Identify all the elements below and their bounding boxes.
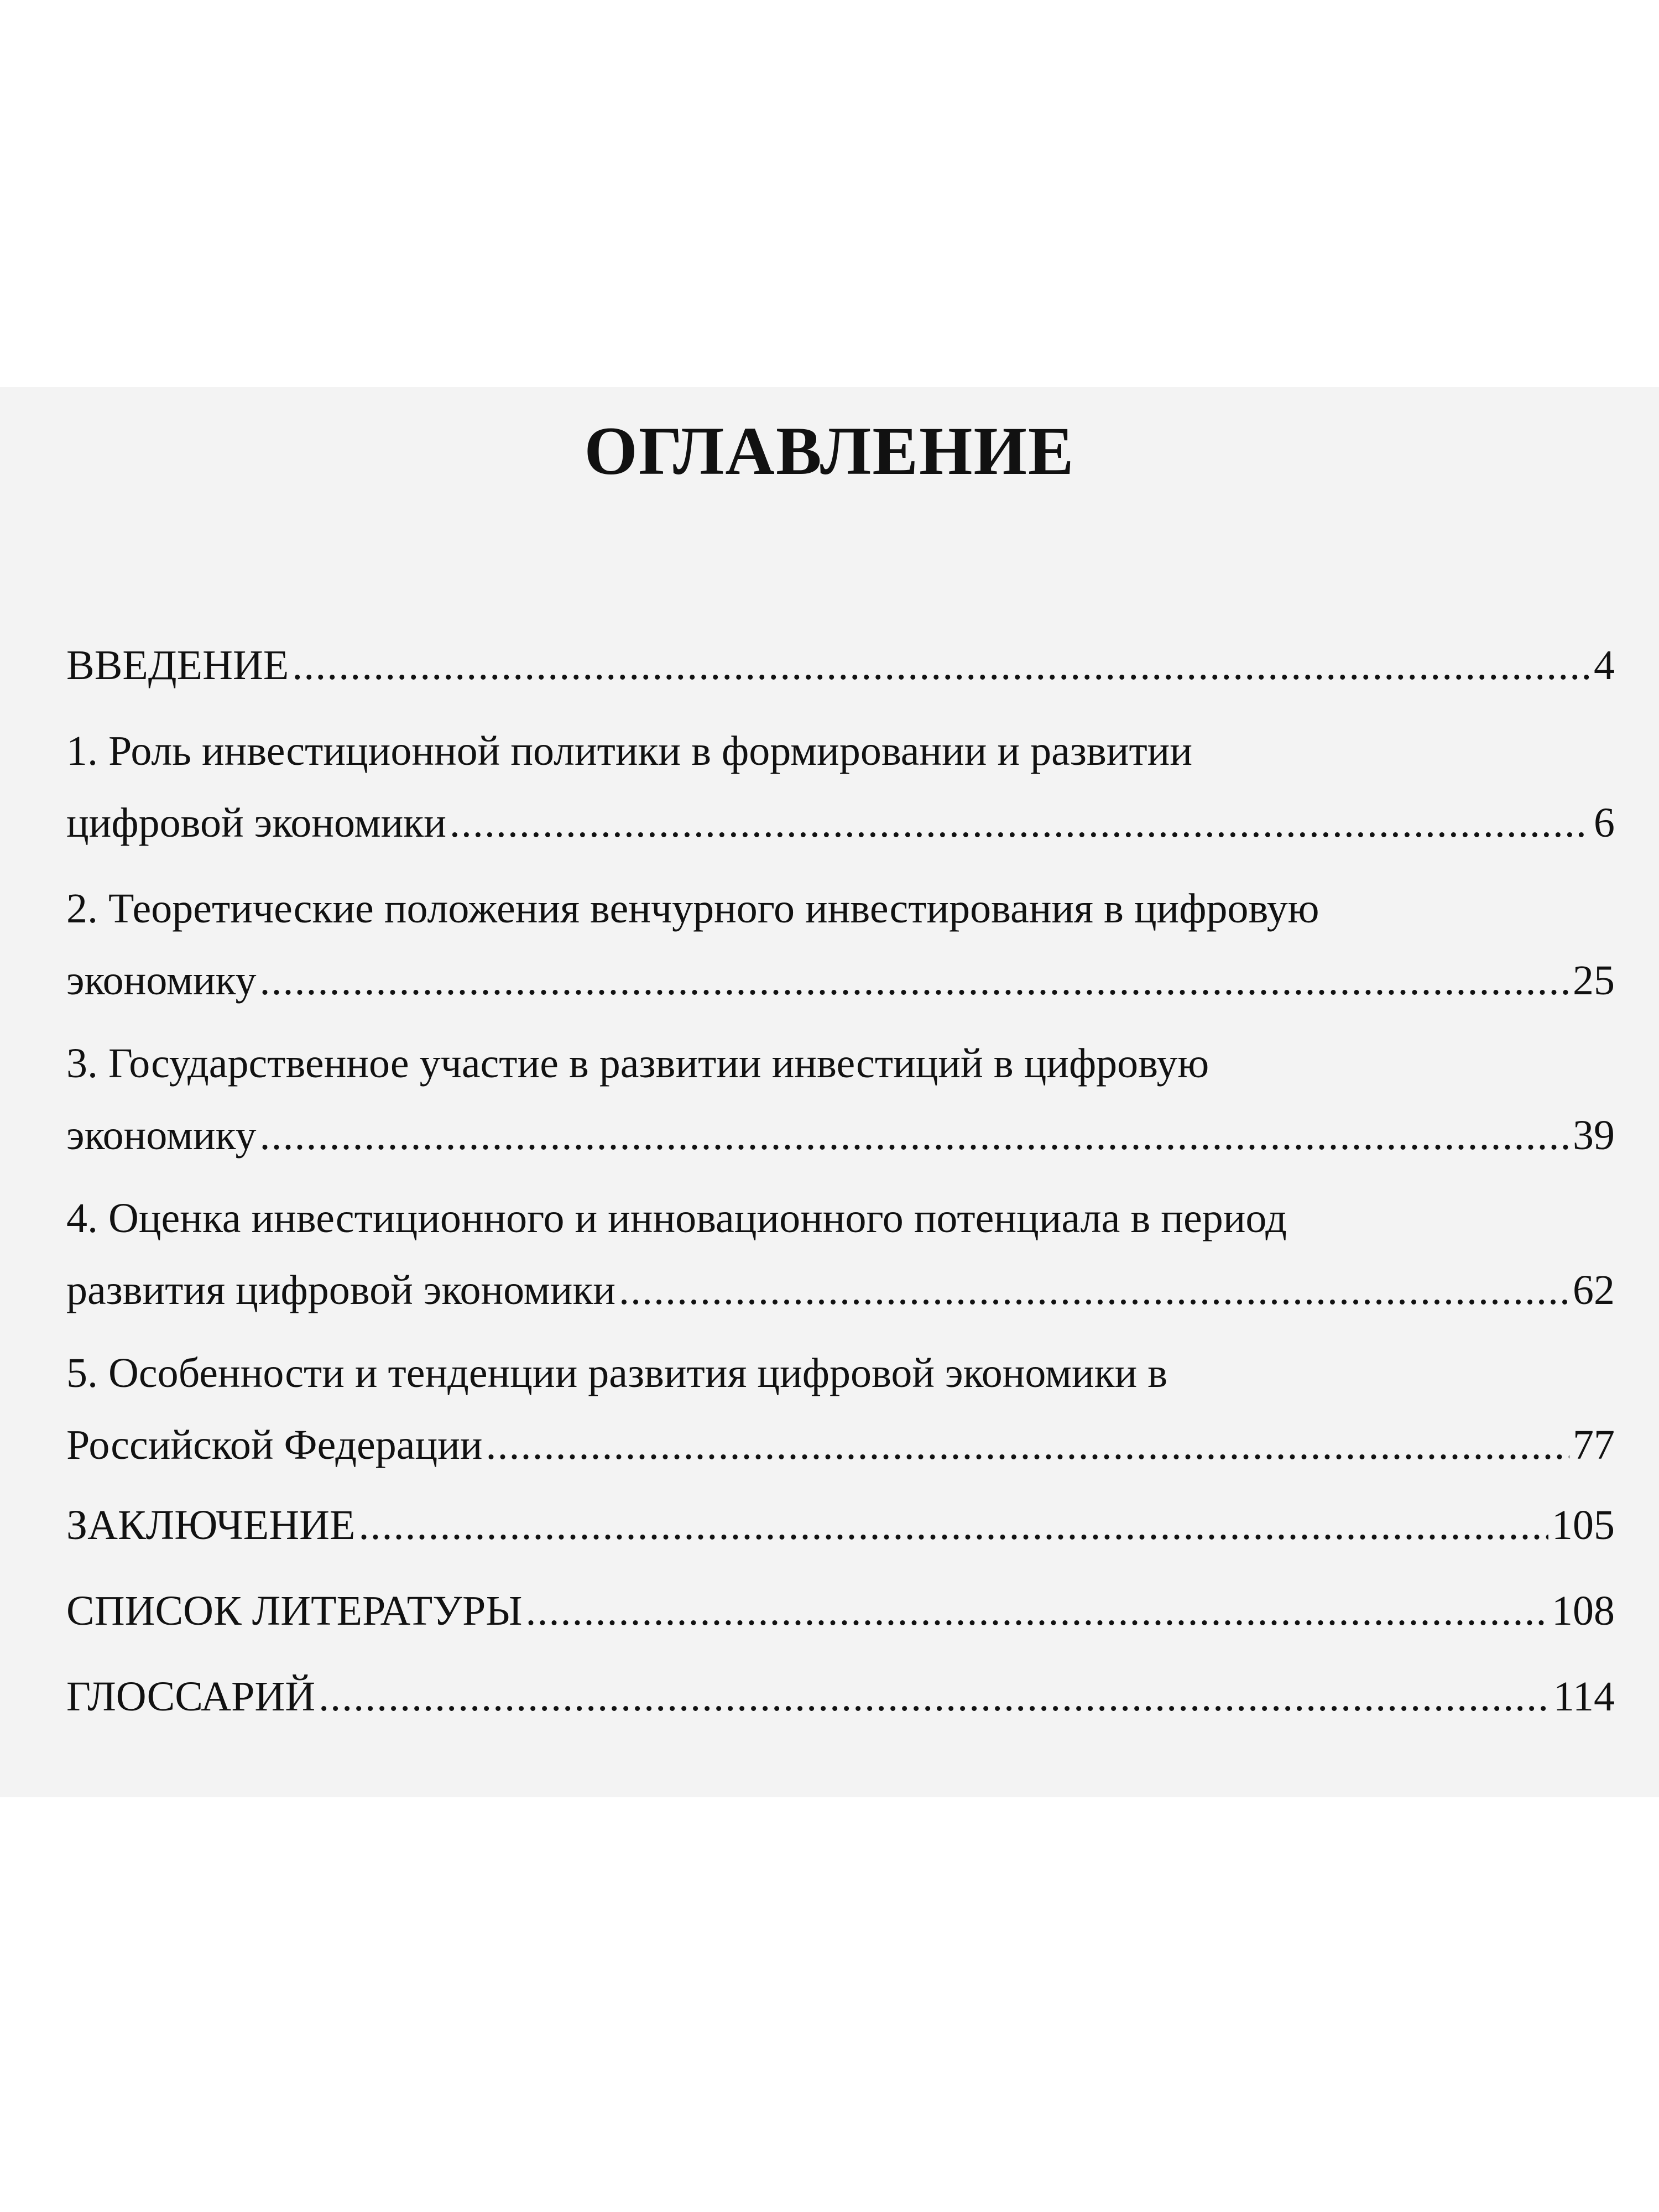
dot-leader xyxy=(450,802,1590,844)
toc-entry-title: 1. Роль инвестиционной политики в формировании и развитии xyxy=(66,728,1193,774)
toc-entry-title: 3. Государственное участие в развитии инвестиций в цифровую xyxy=(66,1040,1209,1087)
toc-entry-title: ЗАКЛЮЧЕНИЕ xyxy=(66,1502,356,1548)
dot-leader xyxy=(619,1269,1569,1311)
toc-entry-title: ГЛОССАРИЙ xyxy=(66,1673,316,1720)
page-background xyxy=(0,387,1659,1797)
dot-leader xyxy=(260,1114,1569,1156)
toc-entry-title: 5. Особенности и тенденции развития цифровой экономики в xyxy=(66,1350,1168,1396)
toc-page-number: 108 xyxy=(1552,1588,1615,1634)
toc-entry-title-continued: цифровой экономики xyxy=(66,800,446,846)
toc-entry-title: 2. Теоретические положения венчурного инвестирования в цифровую xyxy=(66,885,1319,932)
dot-leader xyxy=(319,1676,1550,1718)
toc-page-number: 39 xyxy=(1573,1112,1615,1159)
toc-page-number: 25 xyxy=(1573,957,1615,1004)
dot-leader xyxy=(526,1590,1548,1632)
toc-entry-title-continued: экономику xyxy=(66,1112,257,1159)
toc-page-number: 105 xyxy=(1552,1502,1615,1548)
toc-page-number: 114 xyxy=(1553,1673,1615,1720)
dot-leader xyxy=(486,1424,1569,1466)
toc-entry-title-continued: Российской Федерации xyxy=(66,1422,483,1468)
toc-entry-title: 4. Оценка инвестиционного и инновационного потенциала в период xyxy=(66,1195,1287,1241)
toc-entry-title: СПИСОК ЛИТЕРАТУРЫ xyxy=(66,1588,523,1634)
toc-page-number: 6 xyxy=(1594,800,1615,846)
dot-leader xyxy=(292,644,1590,686)
page-title: ОГЛАВЛЕНИЕ xyxy=(584,413,1075,489)
dot-leader xyxy=(260,959,1569,1001)
toc-page-number: 77 xyxy=(1573,1422,1615,1468)
toc-entry-title: ВВЕДЕНИЕ xyxy=(66,642,289,688)
dot-leader xyxy=(358,1504,1548,1546)
toc-entry-title-continued: экономику xyxy=(66,957,257,1004)
toc-page-number: 62 xyxy=(1573,1267,1615,1313)
toc-entry-title-continued: развития цифровой экономики xyxy=(66,1267,616,1313)
toc-page-number: 4 xyxy=(1594,642,1615,688)
